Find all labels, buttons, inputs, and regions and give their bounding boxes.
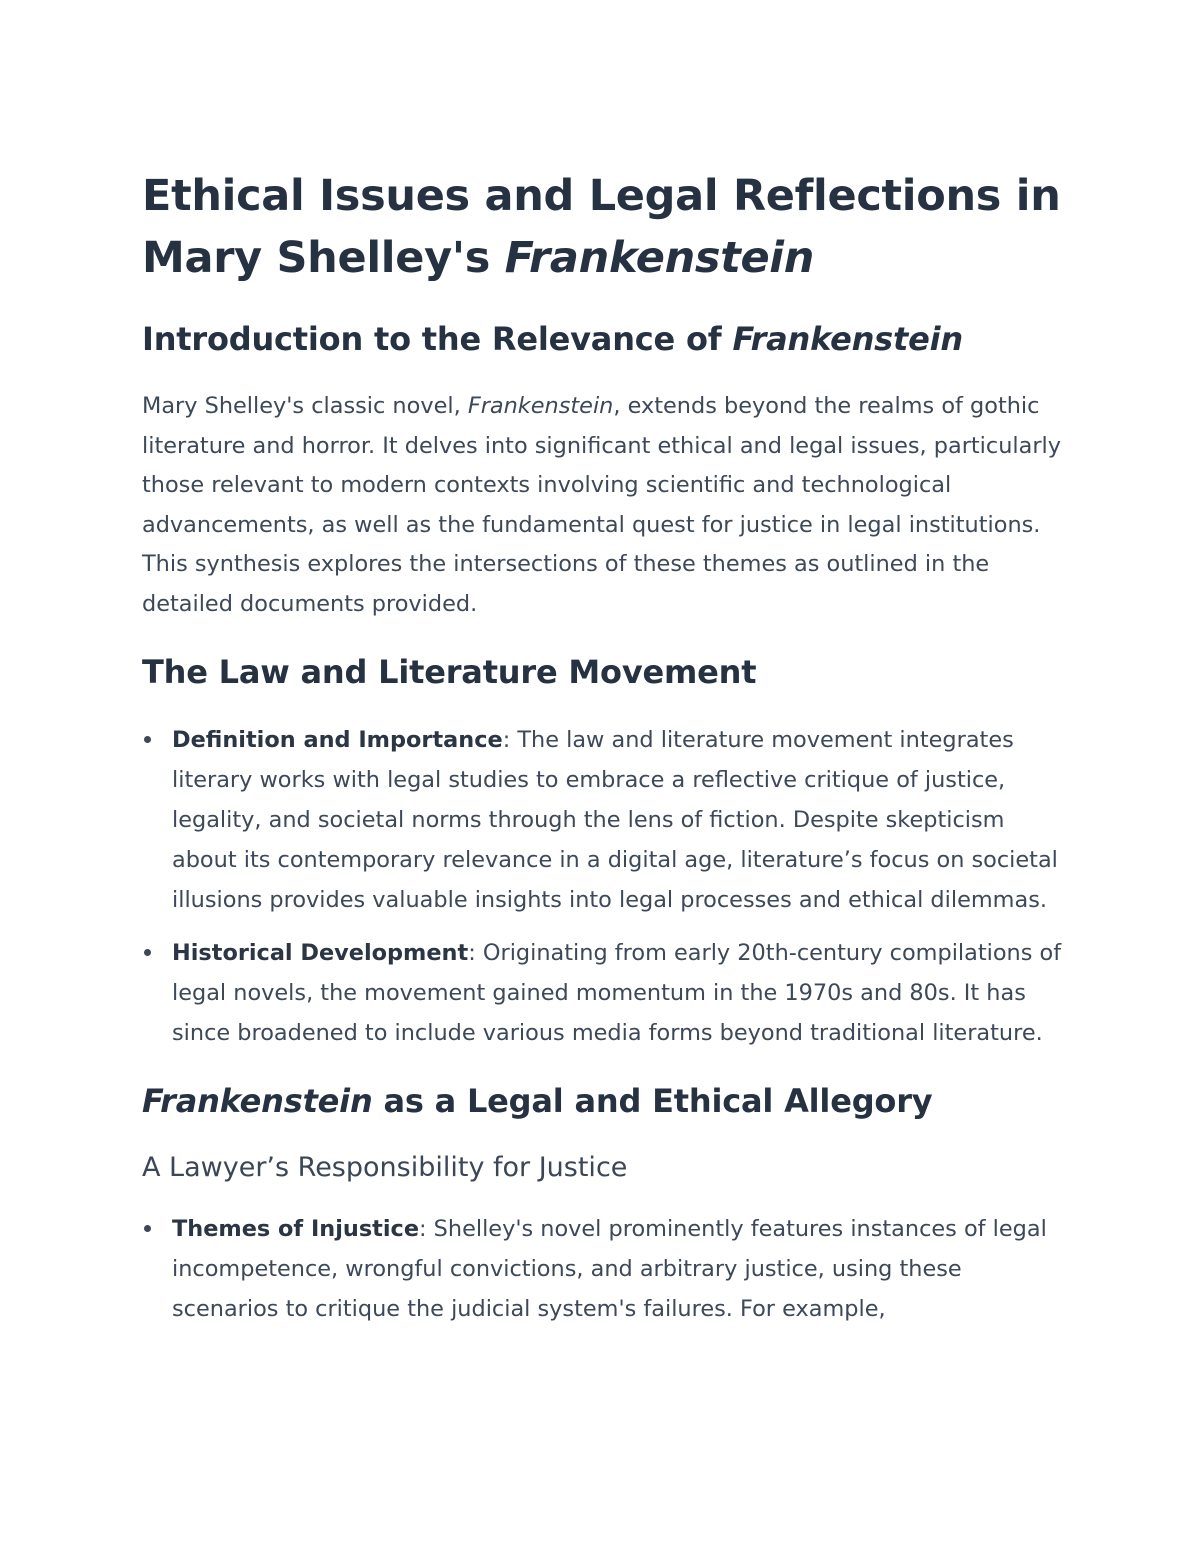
- section-heading-law-literature: The Law and Literature Movement: [142, 653, 757, 691]
- section-heading-intro: Introduction to the Relevance of Frankenstein: [142, 320, 963, 358]
- list-item-text: : Originating from early 20th-century compilations of legal novels, the movement gained momentum in the 1970s and 80s. It has since broadened to include various media forms beyond traditional literature.: [172, 940, 1062, 1046]
- list-item-term: Themes of Injustice: [172, 1216, 420, 1242]
- subheading-lawyer-responsibility: A Lawyer’s Responsibility for Justice: [142, 1152, 628, 1183]
- list-item-term: Definition and Importance: [172, 727, 503, 753]
- list-item-text: : Shelley's novel prominently features instances of legal incompetence, wrongful convictions, and arbitrary justice, using these scenarios to critique the judicial system's failures. For example,: [172, 1216, 1047, 1322]
- law-literature-list: [142, 720, 1062, 1053]
- list-item: [142, 720, 1062, 920]
- section-heading-allegory: Frankenstein as a Legal and Ethical Allegory: [142, 1082, 933, 1120]
- bullet-icon: [144, 736, 151, 743]
- heading-italic: Frankenstein: [732, 320, 963, 358]
- paragraph-italic: Frankenstein: [467, 393, 614, 419]
- heading-italic: Frankenstein: [142, 1082, 373, 1120]
- document-title: Ethical Issues and Legal Reflections in Mary Shelley's Frankenstein: [142, 171, 1061, 283]
- allegory-list: [142, 1209, 1062, 1329]
- bullet-icon: [144, 949, 151, 956]
- list-item-term: Historical Development: [172, 940, 469, 966]
- bullet-icon: [144, 1225, 151, 1232]
- list-item: [142, 933, 1062, 1053]
- list-item-text: : The law and literature movement integrates literary works with legal studies to embrace a reflective critique of justice, legality, and societal norms through the lens of fiction. Despite skepticism about its contemporary relevance in a digital age, literature’s focus on societal illusions provides valuable insights into legal processes and ethical dilemmas.: [172, 727, 1058, 913]
- title-italic: Frankenstein: [504, 233, 815, 283]
- document-page: [142, 165, 1062, 1355]
- list-item: [142, 1209, 1062, 1329]
- intro-paragraph: Mary Shelley's classic novel, Frankenstein, extends beyond the realms of gothic literature and horror. It delves into significant ethical and legal issues, particularly those relevant to modern contexts involving scientific and technological advancements, as well as the fundamental quest for justice in legal institutions. This synthesis explores the intersections of these themes as outlined in the detailed documents provided.: [142, 393, 1062, 617]
